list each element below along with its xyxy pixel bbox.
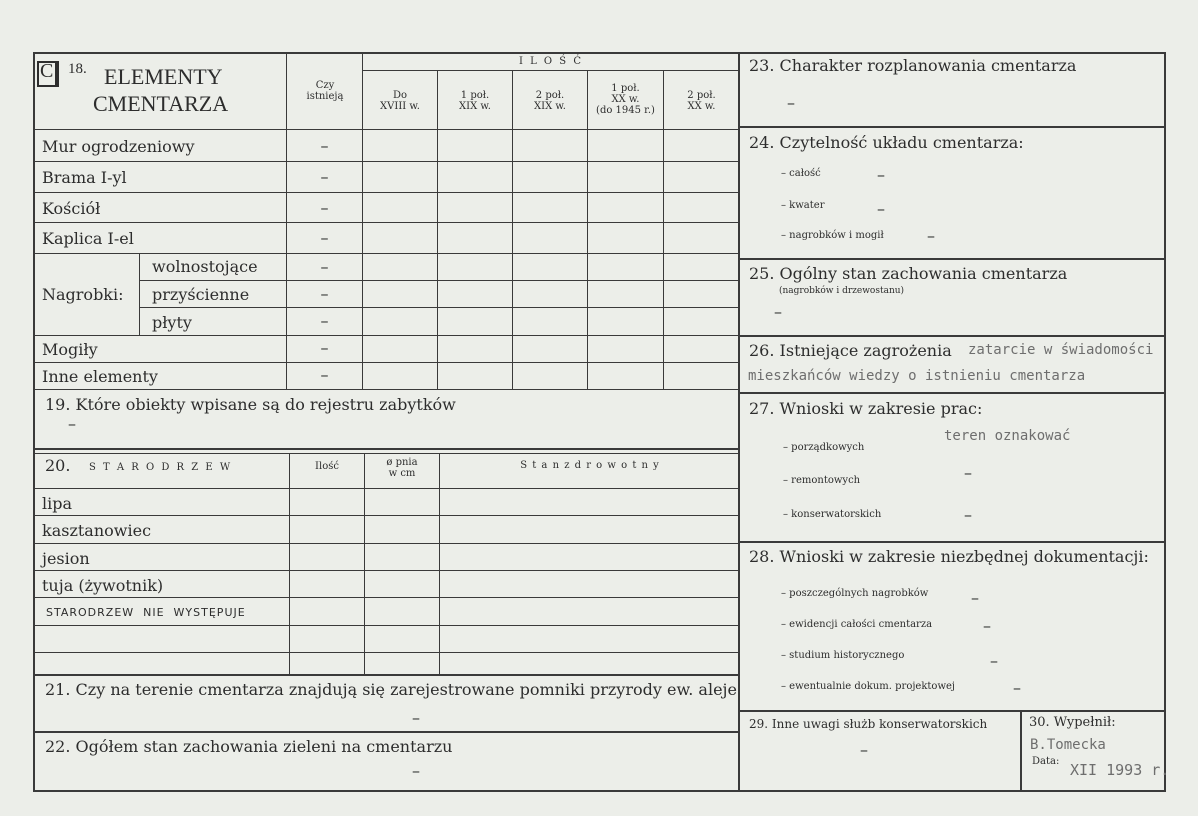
period-header-5: 2 poł. XX w. bbox=[687, 90, 716, 112]
readability-value: – bbox=[877, 199, 885, 218]
docs-value: – bbox=[983, 616, 991, 635]
section-24-label: 24. Czytelność układu cmentarza: bbox=[749, 133, 1024, 152]
period-header-1: Do XVIII w. bbox=[380, 90, 420, 112]
column-qty-header: Ilość bbox=[315, 461, 339, 472]
readability-value: – bbox=[927, 226, 935, 245]
section-25-label: 25. Ogólny stan zachowania cmentarza bbox=[749, 264, 1068, 283]
works-item-conservation: – konserwatorskich bbox=[783, 509, 882, 520]
row-label-tombstones: Nagrobki: bbox=[42, 285, 124, 304]
section-29-value: – bbox=[860, 740, 868, 759]
tree-row-linden: lipa bbox=[42, 494, 73, 513]
readability-item-tombstones: – nagrobków i mogił bbox=[781, 230, 884, 241]
section-18-title-line2: CMENTARZA bbox=[93, 91, 229, 116]
section-letter: C bbox=[40, 60, 54, 82]
row-label-slabs: płyty bbox=[152, 313, 192, 332]
tree-row-thuja: tuja (żywotnik) bbox=[42, 576, 164, 595]
row-label-chapel: Kaplica I-el bbox=[42, 229, 134, 248]
section-20-number: 20. bbox=[45, 456, 71, 475]
docs-item-inventory: – ewidencji całości cmentarza bbox=[781, 619, 933, 630]
docs-value: – bbox=[971, 588, 979, 607]
section-26-value-line2: mieszkańców wiedzy o istnieniu cmentarza bbox=[748, 368, 1086, 384]
row-label-graves: Mogiły bbox=[42, 340, 98, 359]
tree-row-chestnut: kasztanowiec bbox=[42, 521, 152, 540]
row-label-gate: Brama I-yl bbox=[42, 168, 127, 187]
section-25-value: – bbox=[774, 302, 782, 321]
row-label-other: Inne elementy bbox=[42, 367, 158, 386]
exists-value: – bbox=[320, 228, 329, 247]
period-header-4: 1 poł. XX w. (do 1945 r.) bbox=[596, 83, 655, 116]
period-header-2: 1 poł. XIX w. bbox=[459, 90, 491, 112]
section-29-label: 29. Inne uwagi służb konserwatorskich bbox=[749, 717, 988, 731]
column-exists-header: Czy istnieją bbox=[306, 80, 344, 102]
section-22-label: 22. Ogółem stan zachowania zieleni na cmentarzu bbox=[45, 737, 453, 756]
exists-value: – bbox=[320, 136, 329, 155]
row-label-wall: Mur ogrodzeniowy bbox=[42, 137, 195, 156]
section-26-label: 26. Istniejące zagrożenia bbox=[749, 341, 952, 360]
docs-value: – bbox=[990, 651, 998, 670]
works-value-renovation: – bbox=[964, 463, 972, 482]
works-value-conservation: – bbox=[964, 505, 972, 524]
section-26-value-line1: zatarcie w świadomości bbox=[968, 342, 1154, 358]
date-value: XII 1993 r. bbox=[1070, 761, 1170, 779]
handwritten-note: STARODRZEW NIE WYSTĘPUJE bbox=[46, 606, 246, 619]
exists-value: – bbox=[320, 167, 329, 186]
works-item-cleanup: – porządkowych bbox=[783, 442, 865, 453]
section-23-label: 23. Charakter rozplanowania cmentarza bbox=[749, 56, 1077, 75]
section-25-sublabel: (nagrobków i drzewostanu) bbox=[779, 286, 905, 296]
section-19-value: – bbox=[68, 414, 76, 433]
works-item-renovation: – remontowych bbox=[783, 475, 861, 486]
row-label-freestanding: wolnostojące bbox=[152, 257, 258, 276]
exists-value: – bbox=[320, 311, 329, 330]
exists-value: – bbox=[320, 198, 329, 217]
section-23-value: – bbox=[787, 93, 795, 112]
docs-item-history: – studium historycznego bbox=[781, 650, 905, 661]
section-27-label: 27. Wnioski w zakresie prac: bbox=[749, 399, 983, 418]
readability-item-quarters: – kwater bbox=[781, 200, 825, 211]
section-18-number: 18. bbox=[68, 61, 87, 77]
period-header-3: 2 poł. XIX w. bbox=[534, 90, 566, 112]
docs-value: – bbox=[1013, 678, 1021, 697]
section-21-value: – bbox=[412, 708, 420, 727]
row-label-church: Kościół bbox=[42, 199, 101, 218]
docs-item-design: – ewentualnie dokum. projektowej bbox=[781, 681, 956, 692]
section-20-title: S T A R O D R Z E W bbox=[89, 462, 233, 473]
filled-by-name: B.Tomecka bbox=[1030, 737, 1106, 753]
section-21-label: 21. Czy na terenie cmentarza znajdują się zarejestrowane pomniki przyrody ew. aleje bbox=[45, 680, 737, 699]
section-19-label: 19. Które obiekty wpisane są do rejestru zabytków bbox=[45, 395, 456, 414]
exists-value: – bbox=[320, 365, 329, 384]
exists-value: – bbox=[320, 284, 329, 303]
row-label-wall-mounted: przyścienne bbox=[152, 285, 250, 304]
column-quantity-header: I L O Ś Ć bbox=[518, 56, 583, 67]
section-18-title-line1: ELEMENTY bbox=[104, 64, 223, 89]
section-22-value: – bbox=[412, 761, 420, 780]
readability-value: – bbox=[877, 165, 885, 184]
date-label: Data: bbox=[1032, 756, 1060, 767]
section-28-label: 28. Wnioski w zakresie niezbędnej dokumentacji: bbox=[749, 547, 1149, 566]
section-30-label: 30. Wypełnił: bbox=[1029, 715, 1116, 730]
works-value-cleanup: teren oznakować bbox=[944, 428, 1071, 444]
exists-value: – bbox=[320, 257, 329, 276]
tree-row-ash: jesion bbox=[42, 549, 90, 568]
column-health-header: S t a n z d r o w o t n y bbox=[520, 460, 660, 471]
readability-item-whole: – całość bbox=[781, 168, 821, 179]
column-diameter-header: ø pnia w cm bbox=[386, 457, 418, 479]
docs-item-individual: – poszczególnych nagrobków bbox=[781, 588, 929, 599]
exists-value: – bbox=[320, 338, 329, 357]
